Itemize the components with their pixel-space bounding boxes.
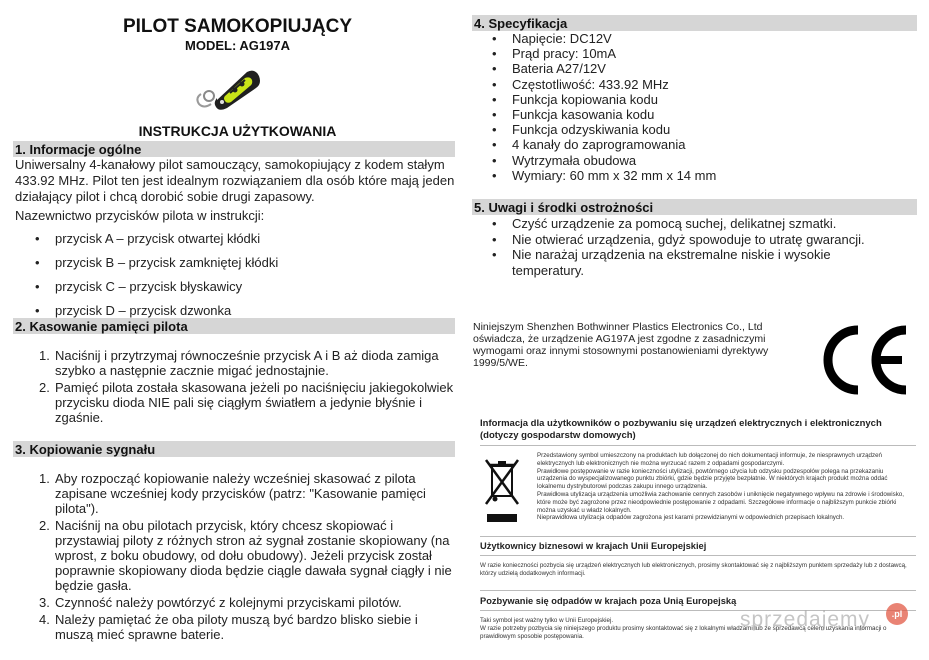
- list-item: • Bateria A27/12V: [472, 61, 912, 76]
- weee-title: Informacja dla użytkowników o pozbywaniu się urządzeń elektrycznych i elektronicznych (dotyczy gospodarstw domowych): [480, 418, 882, 441]
- divider: [480, 555, 916, 556]
- list-item: • przycisk C – przycisk błyskawicy: [15, 279, 435, 294]
- list-item: • Nie narażaj urządzenia na ekstremalne niskie i wysokie temperatury.: [472, 247, 882, 278]
- list-item: 4. Należy pamiętać że oba piloty muszą być bardzo blisko siebie i muszą mieć sprawne baterie.: [39, 612, 418, 642]
- list-item: 2. Pamięć pilota została skasowana jeżeli po naciśnięciu jakiegokolwiek przycisku dioda NIE pali się ciągłym światłem a jedynie błyśnie i zgaśnie.: [39, 380, 454, 425]
- button-naming-list: [15, 231, 435, 318]
- divider: [480, 445, 916, 446]
- section-4-heading: 4. Specyfikacja: [472, 15, 917, 31]
- list-item: • przycisk A – przycisk otwartej kłódki: [15, 231, 435, 246]
- section-1-intro: Uniwersalny 4-kanałowy pilot samouczący, samokopiujący z kodem stałym 433.92 MHz. Pilot ten jest idealnym rozwiązaniem dla osób które mają jeden działający pilot i chcą dorobić sobie drugi zapasowy.: [15, 157, 455, 204]
- conformity-declaration: Niniejszym Shenzhen Bothwinner Plastics Electronics Co., Ltd oświadcza, że urządzenie AG197A jest zgodne z zasadniczymi wymogami oraz innymi stosownymi postanowieniami dyrektywy 1999/5/WE.: [473, 321, 769, 369]
- section-1-naming: Nazewnictwo przycisków pilota w instrukcji:: [15, 208, 265, 223]
- list-item: 1. Naciśnij i przytrzymaj równocześnie przycisk A i B aż dioda zamiga szybko a następnie zacznie migać jednostajnie.: [39, 348, 439, 378]
- list-item: 3. Czynność należy powtórzyć z kolejnymi przyciskami pilotów.: [39, 595, 402, 610]
- list-item: • Wytrzymała obudowa: [472, 153, 912, 168]
- business-users-text: W razie konieczności pozbycia się urządzeń elektrycznych lub elektronicznych, prosimy skontaktować się z najbliższym punktem sprzedaży lub z dostawcą, którzy udzielą dodatkowych informacji.: [480, 562, 907, 577]
- copy-steps-list: [15, 471, 455, 644]
- weee-paragraph: Nieprawidłowa utylizacja odpadów zagrożona jest karami przewidzianymi w odpowiednich przepisach lokalnych.: [537, 514, 845, 522]
- list-item: • przycisk D – przycisk dzwonka: [15, 303, 435, 318]
- list-item: 1. Aby rozpocząć kopiowanie należy wcześniej skasować z pilota zapisane wcześniej kody przycisków (patrz: "Kasowanie pamięci pilota").: [39, 471, 426, 516]
- section-2-heading: 2. Kasowanie pamięci pilota: [13, 318, 455, 334]
- list-item: • Częstotliwość: 433.92 MHz: [472, 77, 912, 92]
- business-users-heading: Użytkownicy biznesowi w krajach Unii Europejskiej: [480, 541, 707, 551]
- list-item: 2. Naciśnij na obu pilotach przycisk, który chcesz skopiować i przystawiaj piloty z różnych stron aż sygnał zostanie skopiowany (na wprost, z boku obudowy, od dołu obudowy). Jeżeli przycisk został poprawnie skopiowany dioda będzie ciągle dawała sygnał ciągły i nie będzie gasła.: [39, 518, 452, 593]
- list-item: • Funkcja odzyskiwania kodu: [472, 122, 912, 137]
- section-1-heading: 1. Informacje ogólne: [13, 141, 455, 157]
- outside-eu-line: Taki symbol jest ważny tylko w Unii Europejskiej.: [480, 617, 614, 624]
- list-item: • 4 kanały do zaprogramowania: [472, 137, 912, 152]
- section-5-heading: 5. Uwagi i środki ostrożności: [472, 199, 917, 215]
- document-title: PILOT SAMOKOPIUJĄCY: [122, 16, 353, 37]
- erase-steps-list: [15, 348, 455, 427]
- specification-list: [472, 31, 912, 183]
- weee-body: [537, 452, 915, 522]
- precautions-list: [472, 216, 882, 278]
- outside-eu-line: W razie potrzeby pozbycia się niniejszego produktu prosimy skontaktować się z lokalnymi władzami lub ze sprzedawcą celem uzyskania informacji o prawidłowym sposobie postępowania.: [480, 624, 887, 640]
- ce-mark: [812, 324, 912, 396]
- weee-paragraph: Prawidłowe postępowanie w razie konieczności utylizacji, powtórnego użycia lub odzysku podzespołów polega na przekazaniu urządzenia do wyspecjalizowanego punktu zbiórki, gdzie będzie przyjęte bezpłatnie. W niektórych krajach produkt można oddać lokalnemu dystrybutorowi podczas zakupu innego urządzenia.: [537, 467, 888, 491]
- list-item: • Napięcie: DC12V: [472, 31, 912, 46]
- list-item: • Funkcja kasowania kodu: [472, 107, 912, 122]
- list-item: • Wymiary: 60 mm x 32 mm x 14 mm: [472, 168, 912, 183]
- divider: [480, 536, 916, 537]
- list-item: • Funkcja kopiowania kodu: [472, 92, 912, 107]
- model-label: MODEL: AG197A: [185, 38, 290, 53]
- instruction-title: INSTRUKCJA UŻYTKOWANIA: [138, 123, 337, 139]
- list-item: • przycisk B – przycisk zamkniętej kłódki: [15, 255, 435, 270]
- outside-eu-heading: Pozbywanie się odpadów w krajach poza Unią Europejską: [480, 596, 737, 606]
- watermark: sprzedajemy: [740, 608, 871, 631]
- list-item: • Czyść urządzenie za pomocą suchej, delikatnej szmatki.: [472, 216, 882, 232]
- list-item: • Nie otwierać urządzenia, gdyż spowoduje to utratę gwarancji.: [472, 232, 882, 248]
- crossed-bin-icon: [483, 456, 521, 526]
- watermark-badge: .pl: [886, 603, 908, 625]
- weee-paragraph: Prawidłowa utylizacja urządzenia umożliwia zachowanie cennych zasobów i uniknięcie negatywnego wpływu na zdrowie i środowisko, które może być zagrożone przez nieodpowiednie postępowanie z odpadami. Szczegółowe informacje o najbliższym punkcie zbiórki można uzyskać u władz lokalnych.: [537, 490, 904, 514]
- remote-control-image: [195, 66, 265, 114]
- weee-paragraph: Przedstawiony symbol umieszczony na produktach lub dołączonej do nich dokumentacji informuje, że niesprawnych urządzeń elektrycznych lub elektronicznych nie można wyrzucać razem z odpadami gospodarczymi.: [537, 452, 882, 467]
- list-item: • Prąd pracy: 10mA: [472, 46, 912, 61]
- section-3-heading: 3. Kopiowanie sygnału: [13, 441, 455, 457]
- divider: [480, 590, 916, 591]
- ce-mark-icon: [812, 324, 912, 396]
